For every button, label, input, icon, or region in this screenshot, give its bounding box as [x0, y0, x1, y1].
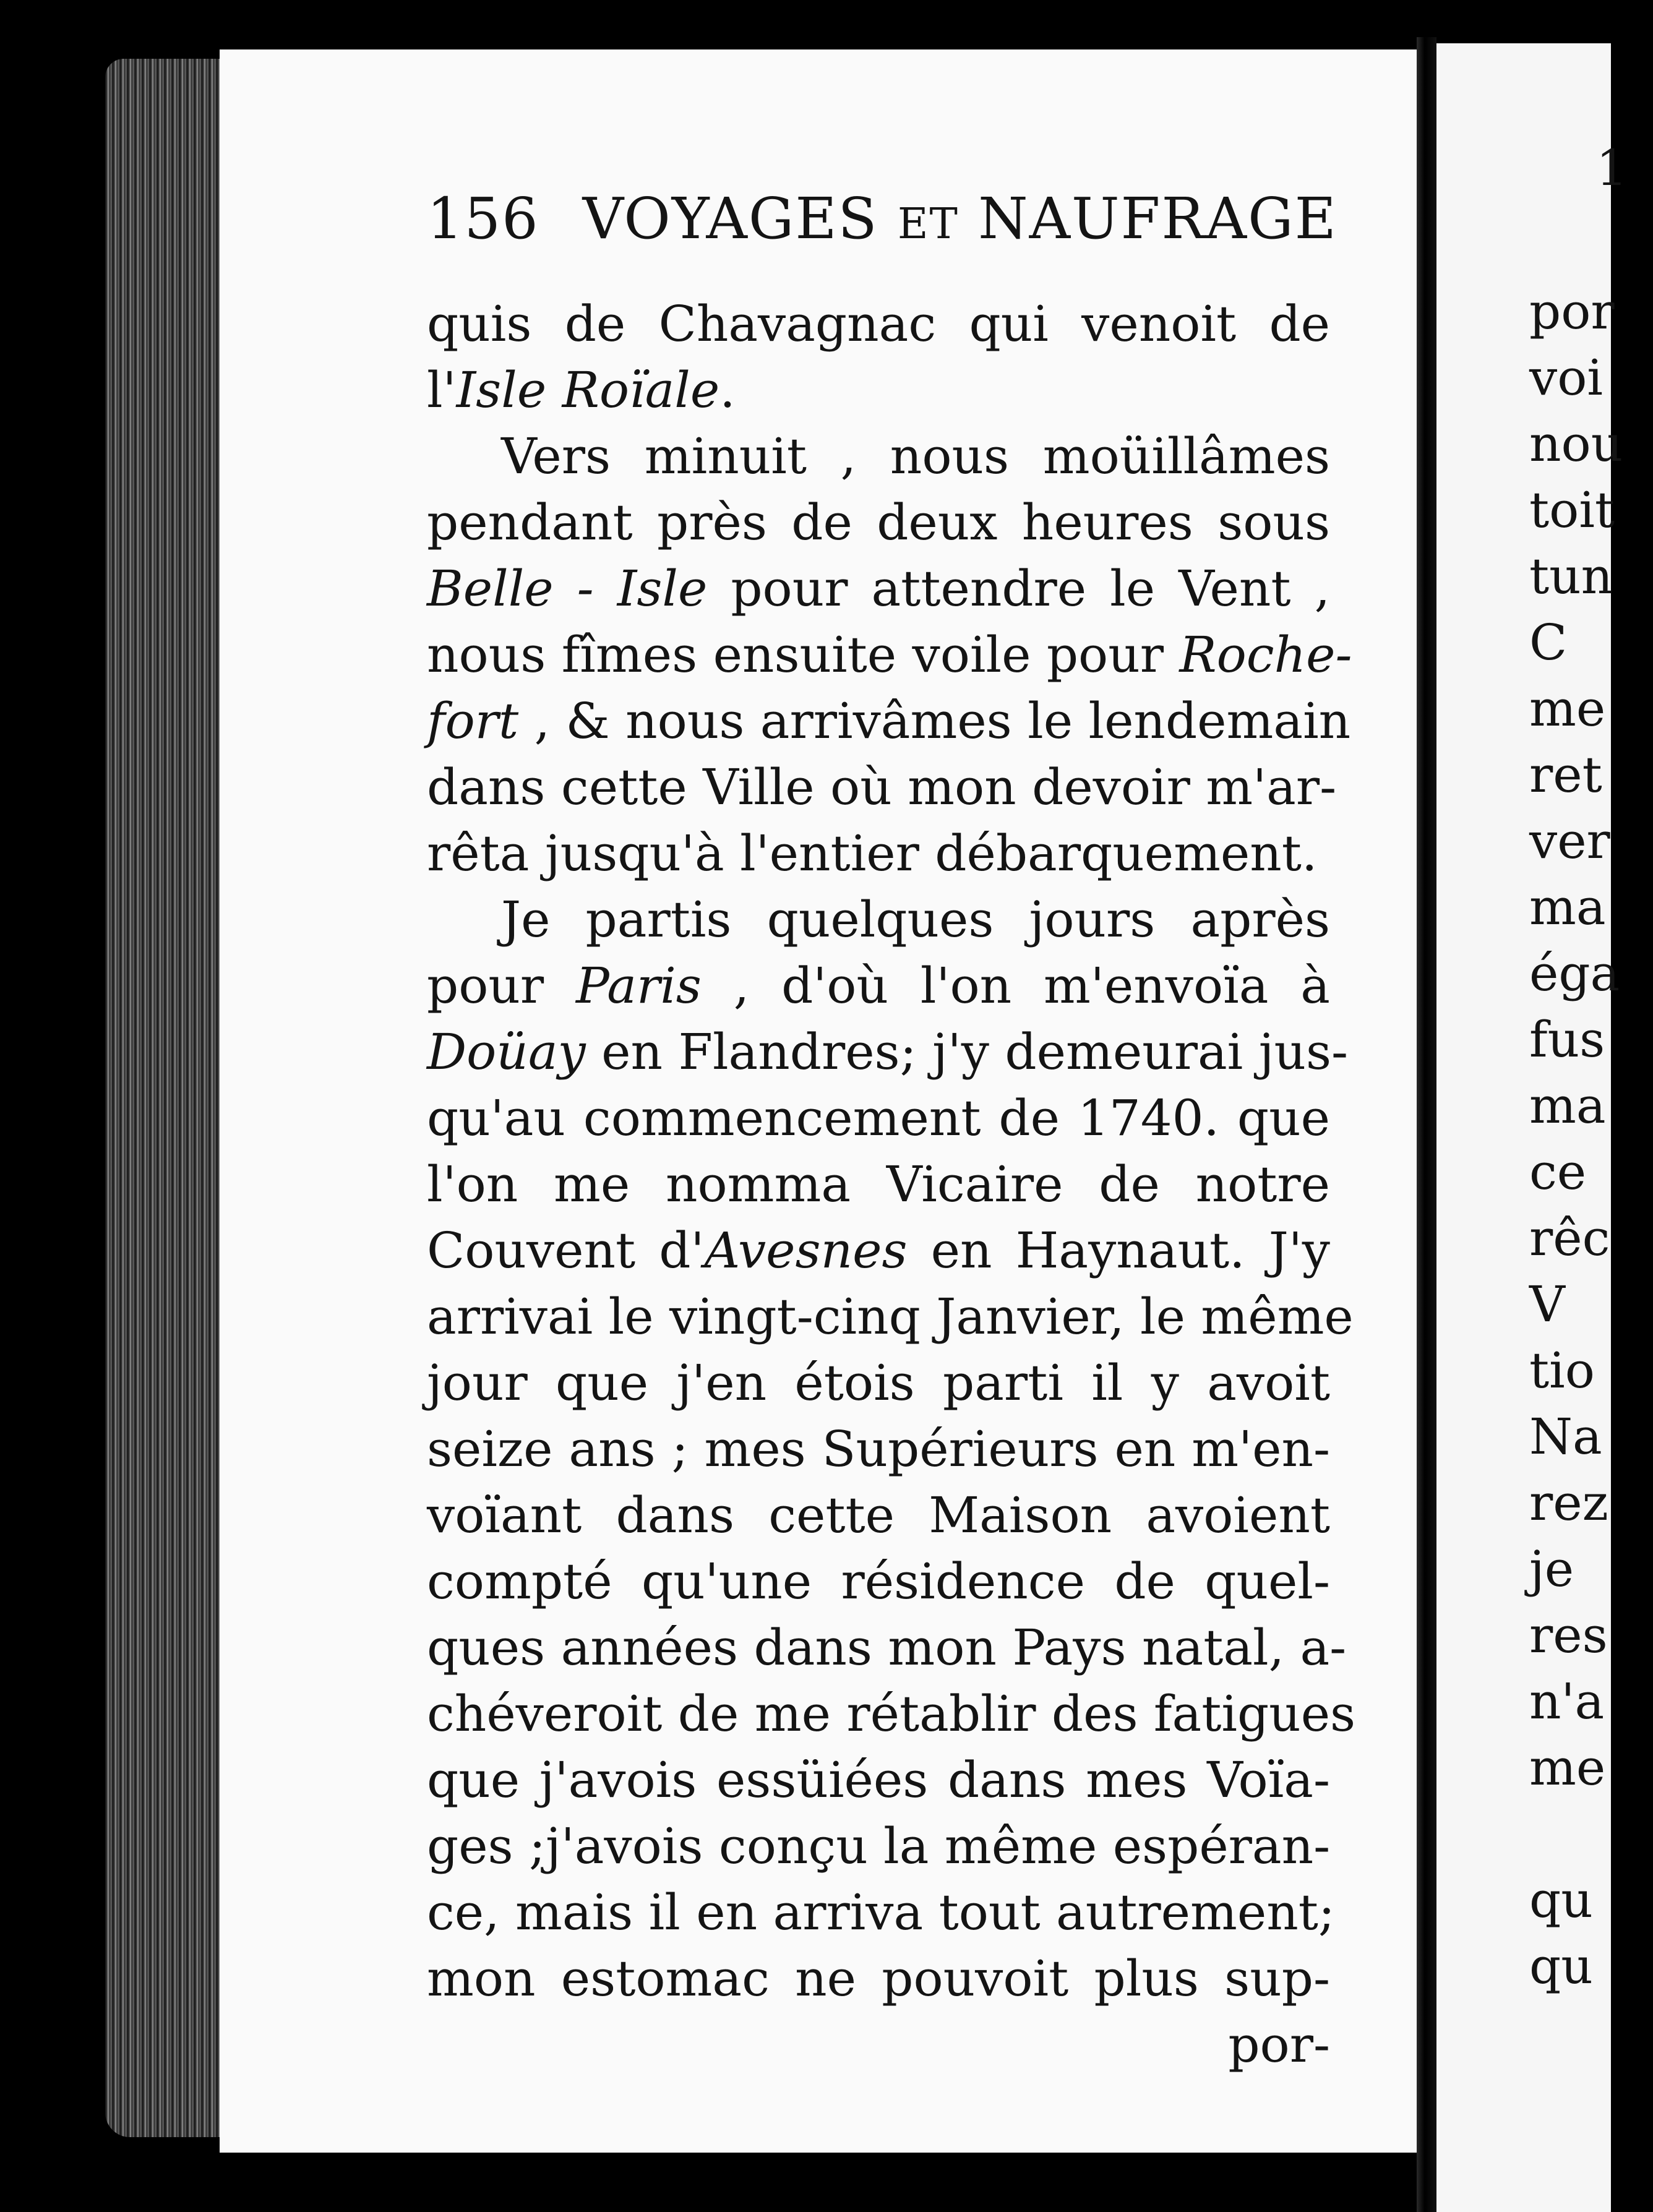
- line-text: seize ans ; mes Supérieurs en m'en-: [427, 1420, 1330, 1478]
- text-line: [427, 622, 1352, 688]
- text-line-fragment: qu: [1529, 1871, 1593, 1929]
- text-line: [427, 1019, 1349, 1085]
- line-text: dans cette Ville où mon devoir m'ar-: [427, 758, 1337, 816]
- text-line-fragment: ver: [1529, 812, 1610, 870]
- line-text: en Haynaut. J'y: [907, 1222, 1330, 1279]
- running-head-conjunction: ET: [897, 200, 959, 249]
- text-line: [427, 1085, 1330, 1151]
- line-text: ques années dans mon Pays natal, a-: [427, 1619, 1347, 1676]
- italic-text: Roche-: [1179, 626, 1352, 684]
- page-stack-edge: [105, 59, 229, 2137]
- text-line: [427, 1284, 1354, 1350]
- text-line-fragment: [1529, 1801, 1653, 1867]
- text-line: [427, 291, 1330, 357]
- text-line-fragment: rez: [1529, 1474, 1608, 1532]
- text-line: [427, 1416, 1330, 1482]
- line-text: qu'au commencement de 1740. que: [427, 1089, 1330, 1147]
- italic-text: Doüay: [427, 1023, 586, 1081]
- line-text: chéveroit de me rétablir des fatigues: [427, 1685, 1356, 1743]
- page-number: 156: [427, 186, 539, 252]
- italic-text: Paris: [576, 957, 702, 1014]
- line-text: , d'où l'on m'envoïa à: [701, 957, 1330, 1014]
- text-line-fragment: C: [1529, 614, 1568, 671]
- text-line-fragment: ma: [1529, 1077, 1606, 1134]
- text-line: [427, 1879, 1335, 1945]
- text-line: [427, 1350, 1330, 1416]
- text-line-fragment: V: [1529, 1275, 1565, 1333]
- text-line: [427, 1482, 1330, 1548]
- text-line: [427, 357, 1330, 423]
- line-text: voïant dans cette Maison avoient: [427, 1486, 1330, 1544]
- text-line-fragment: por: [1529, 283, 1615, 340]
- text-line-fragment: fus: [1529, 1011, 1605, 1068]
- text-line: [427, 820, 1330, 886]
- text-line-fragment: tun: [1529, 547, 1613, 605]
- text-line: [427, 1813, 1330, 1879]
- italic-text: Isle Roïale: [456, 361, 720, 419]
- line-text: que j'avois essüiées dans mes Voïa-: [427, 1751, 1330, 1809]
- text-line: [427, 2012, 1330, 2078]
- text-line-fragment: voi: [1529, 349, 1603, 406]
- text-line-fragment: ret: [1529, 746, 1602, 804]
- line-text: pendant près de deux heures sous: [427, 494, 1330, 551]
- line-text: pour: [427, 957, 577, 1014]
- running-head: [427, 186, 1337, 252]
- line-text: l': [427, 361, 457, 419]
- text-line: [427, 1681, 1356, 1747]
- text-line: [427, 423, 1330, 489]
- line-text: ce, mais il en arriva tout autrement;: [427, 1884, 1335, 1941]
- line-text: pour attendre le Vent ,: [707, 560, 1331, 617]
- line-text: arrivai le vingt-cinq Janvier, le même: [427, 1288, 1354, 1345]
- text-line: [427, 886, 1330, 953]
- line-text: , & nous arrivâmes le lendemain: [518, 692, 1351, 750]
- running-head-title: VOYAGES: [582, 186, 878, 252]
- line-text: Vers minuit , nous moüillâmes: [501, 427, 1330, 485]
- text-line-fragment: éga: [1529, 945, 1620, 1002]
- text-line-fragment: res: [1529, 1606, 1608, 1664]
- line-text: rêta jusqu'à l'entier débarquement.: [427, 825, 1318, 882]
- text-line: [427, 1548, 1330, 1614]
- text-line-fragment: ma: [1529, 878, 1606, 936]
- text-line: [427, 489, 1330, 555]
- right-page: [1436, 43, 1623, 2212]
- text-line-fragment: toit: [1529, 481, 1615, 539]
- text-line: [427, 1945, 1330, 2012]
- italic-text: Avesnes: [704, 1222, 908, 1279]
- text-line: [427, 1614, 1347, 1681]
- text-line: [427, 1151, 1330, 1217]
- text-line: [427, 754, 1337, 820]
- text-line: [427, 1747, 1330, 1813]
- text-line-fragment: me: [1529, 1739, 1606, 1796]
- text-line-fragment: tio: [1529, 1342, 1595, 1399]
- line-text: ges ;j'avois conçu la même espéran-: [427, 1817, 1331, 1875]
- text-line: [427, 688, 1351, 754]
- line-text: quis de Chavagnac qui venoit de: [427, 295, 1330, 353]
- line-text: en Flandres; j'y demeurai jus-: [585, 1023, 1349, 1081]
- book-gutter: [1417, 37, 1436, 2212]
- line-text: compté qu'une résidence de quel-: [427, 1553, 1330, 1610]
- line-text: Je partis quelques jours après: [501, 891, 1330, 948]
- text-line: [427, 953, 1330, 1019]
- body-text: [427, 291, 1356, 2078]
- right-page-number: 1: [1596, 139, 1628, 197]
- line-text: jour que j'en étois parti il y avoit: [427, 1354, 1330, 1412]
- text-line-fragment: n'a: [1529, 1673, 1605, 1730]
- line-text: Couvent d': [427, 1222, 705, 1279]
- text-line-fragment: me: [1529, 680, 1606, 737]
- line-text: l'on me nomma Vicaire de notre: [427, 1155, 1330, 1213]
- text-line-fragment: qu: [1529, 1937, 1593, 1995]
- italic-text: Belle - Isle: [427, 560, 708, 617]
- text-line: [427, 555, 1330, 622]
- line-text: nous fîmes ensuite voile pour: [427, 626, 1180, 684]
- text-line-fragment: je: [1529, 1540, 1574, 1598]
- line-text: .: [719, 361, 736, 419]
- right-page-text-fragment: [1529, 278, 1653, 1999]
- italic-text: fort: [427, 692, 519, 750]
- line-text: por-: [1228, 2016, 1330, 2073]
- text-line-fragment: rêc: [1529, 1209, 1610, 1267]
- text-line-fragment: Na: [1529, 1408, 1602, 1465]
- text-line-fragment: ce: [1529, 1143, 1587, 1201]
- text-line: [427, 1217, 1330, 1284]
- line-text: mon estomac ne pouvoit plus sup-: [427, 1950, 1330, 2007]
- running-head-subtitle: NAUFRAGE: [978, 186, 1337, 252]
- text-line-fragment: nou: [1529, 415, 1623, 473]
